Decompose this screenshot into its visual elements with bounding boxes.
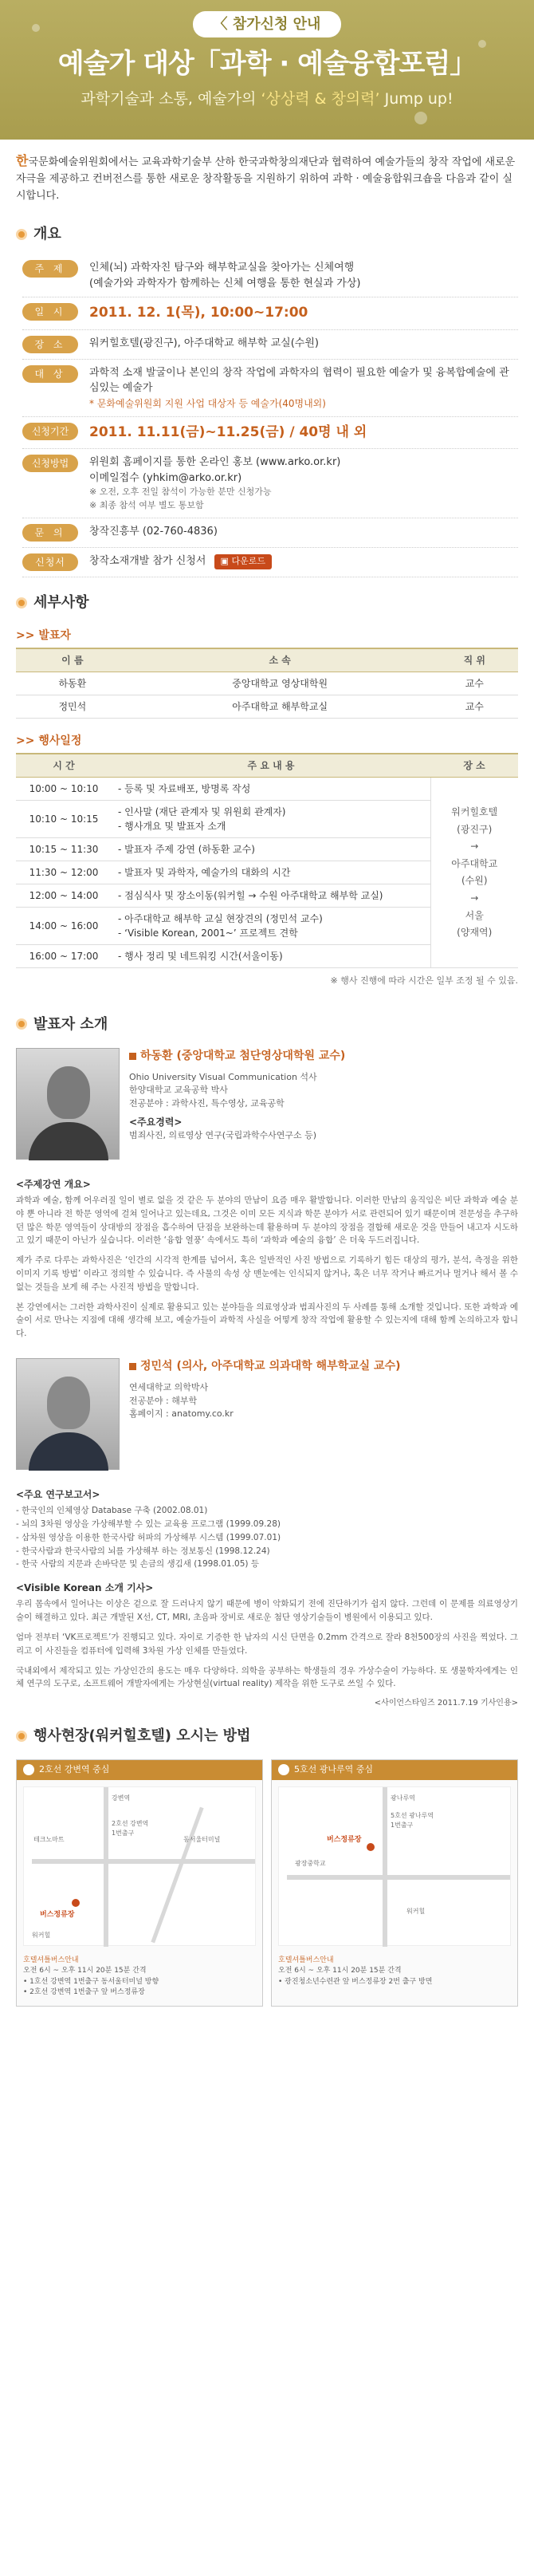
overview-row xyxy=(22,449,518,518)
time-cell: 10:10 ~ 10:15 xyxy=(16,801,112,838)
period-value: 2011. 11.11(금)~11.25(금) / 40명 내 외 xyxy=(89,423,367,440)
time-cell: 10:00 ~ 10:10 xyxy=(16,778,112,801)
time-cell: 10:15 ~ 11:30 xyxy=(16,838,112,861)
overview-label: 문 의 xyxy=(22,524,78,542)
career-line: 범죄사진, 의료영상 연구(국립과학수사연구소 등) xyxy=(129,1130,317,1141)
venue-line: 서울 xyxy=(465,909,484,921)
overview-value xyxy=(89,303,518,324)
shuttle-line: • 광진청소년수련관 앞 버스정류장 2번 출구 방면 xyxy=(278,1977,433,1986)
schedule-footnote: ※ 행사 진행에 따라 시간은 일부 조정 될 수 있음. xyxy=(330,975,518,987)
research-line: - 삼차원 영상을 이용한 한국사람 허파의 가상해부 시스템 (1999.07.01) xyxy=(16,1532,281,1542)
presenter-info xyxy=(129,1381,401,1421)
presenter-name xyxy=(129,1048,345,1065)
overview-value xyxy=(89,423,518,443)
method-note: ※ 오전, 오후 전일 참석이 가능한 분만 신청가능 xyxy=(89,486,272,498)
hero-subtitle-b: ‘상상력 & 창의력’ xyxy=(261,90,380,108)
cell: 정민석 xyxy=(16,695,129,719)
shuttle-line: 오전 6시 ~ 오후 11시 20분 15분 간격 xyxy=(278,1967,402,1975)
topic-note: (예술가와 과학자가 함께하는 신체 여행을 통한 현실과 가상) xyxy=(89,277,361,290)
info-line: 전공분야 : 과학사진, 특수영상, 교육공학 xyxy=(129,1097,285,1109)
presenter-card xyxy=(0,1345,534,1478)
map-pin-label: 버스정류장 xyxy=(327,1835,362,1844)
info-line: 연세대학교 의학박사 xyxy=(129,1382,209,1393)
map-label: 워커힐 xyxy=(32,1931,51,1939)
download-button-label: 다운로드 xyxy=(231,556,265,567)
speakers-tag: >> 발표자 xyxy=(16,629,71,643)
table-row xyxy=(16,695,518,719)
overview-label: 장 소 xyxy=(22,336,78,353)
road xyxy=(287,1875,510,1880)
schedule-tag: >> 행사일정 xyxy=(16,735,82,748)
research-line: - 한국인의 인체영상 Database 구축 (2002.08.01) xyxy=(16,1506,208,1516)
hero-title: 예술가 대상「과학 · 예술융합포럼」 xyxy=(57,48,477,80)
overview-heading xyxy=(0,215,534,250)
road xyxy=(104,1787,108,1947)
visible-korean-heading: <Visible Korean 소개 기사> xyxy=(16,1582,154,1594)
map-label: 5호선 광나루역 xyxy=(391,1811,434,1819)
method-note2: ※ 최종 참석 여부 별도 통보함 xyxy=(89,499,204,510)
map-header-text: 5호선 광나루역 중심 xyxy=(294,1764,373,1775)
content-cell xyxy=(112,908,430,945)
subway-icon xyxy=(278,1764,289,1775)
overview-value xyxy=(89,553,518,569)
method-online: 위원회 홈페이지를 통한 온라인 홍보 (www.arko.or.kr) xyxy=(89,456,341,469)
overview-label: 신청방법 xyxy=(22,455,78,472)
overview-label: 일 시 xyxy=(22,303,78,321)
hero-banner xyxy=(0,0,534,140)
map-footer xyxy=(272,1952,517,1991)
square-icon xyxy=(129,1053,136,1060)
presenter-info xyxy=(129,1071,345,1143)
presenter-photo xyxy=(16,1358,120,1470)
content-cell: - 행사 정리 및 네트워킹 시간(서울이동) xyxy=(112,945,430,968)
bullet-icon xyxy=(16,1731,27,1742)
content-cell: - 발표자 주제 강연 (하동환 교수) xyxy=(112,838,430,861)
overview-label: 신청서 xyxy=(22,553,78,571)
table-row xyxy=(16,778,518,801)
decor-dot xyxy=(414,112,427,124)
map-canvas[interactable] xyxy=(278,1786,511,1946)
form-value: 창작소재개발 참가 신청서 xyxy=(89,555,206,568)
speakers-table xyxy=(16,648,518,719)
presenter-name-text: 하동환 (중앙대학교 첨단영상대학원 교수) xyxy=(140,1049,346,1062)
map-label: 동서울터미널 xyxy=(183,1835,221,1843)
hero-pill: 〈 참가신청 안내 xyxy=(193,11,342,37)
map-header-text: 2호선 강변역 중심 xyxy=(39,1764,110,1775)
article-credit: <사이언스타임즈 2011.7.19 기사인용> xyxy=(374,1699,518,1708)
overview-row xyxy=(22,297,518,330)
overview-row xyxy=(22,518,518,548)
info-line: 전공분야 : 해부학 xyxy=(129,1395,198,1406)
road xyxy=(32,1859,255,1864)
overview-row xyxy=(22,548,518,577)
hero-subtitle xyxy=(16,88,518,111)
overview-table xyxy=(22,254,518,577)
cell: 하동환 xyxy=(16,672,129,695)
overview-label: 신청기간 xyxy=(22,423,78,440)
bullet-icon xyxy=(16,597,27,609)
content-line: - 행사개요 및 발표자 소개 xyxy=(118,821,226,833)
map-canvas[interactable] xyxy=(23,1786,256,1946)
overview-value xyxy=(89,260,518,291)
content-line: - 아주대학교 해부학 교실 현장견의 (정민석 교수) xyxy=(118,913,323,925)
overview-label: 대 상 xyxy=(22,365,78,383)
venue-arrow: → xyxy=(470,841,479,853)
road xyxy=(383,1787,387,1947)
venue-line: (수원) xyxy=(461,875,488,887)
presenters-title: 발표자 소개 xyxy=(33,1015,108,1033)
research-heading: <주요 연구보고서> xyxy=(16,1489,100,1501)
map-label: 워커힐 xyxy=(406,1907,426,1915)
contact-value: 창작진흥부 (02-760-4836) xyxy=(89,526,218,538)
road xyxy=(151,1806,203,1943)
overview-title: 개요 xyxy=(33,226,61,243)
map-label: 테크노마트 xyxy=(33,1835,65,1843)
table-row xyxy=(16,672,518,695)
map-label: 1번출구 xyxy=(112,1829,135,1837)
content-line: - ‘Visible Korean, 2001~’ 프로젝트 견학 xyxy=(118,928,298,939)
article-paragraph: 우리 몸속에서 일어나는 이상은 겉으로 잘 드러나지 않기 때문에 병이 악화되기 전에 진단하기가 쉽지 않다. 그런데 이 문제를 의료영상기술이 해결하고 있다. 최근 개발된 X선, CT, MRI, 초음파 장비로 새로운 첨단 영상기술들이 병원에서 이용되고 있다. xyxy=(16,1599,518,1623)
overview-value xyxy=(89,365,518,411)
venue-line: (광진구) xyxy=(457,823,493,835)
intro-first-char: 한 xyxy=(16,153,29,168)
shuttle-title: 호텔셔틀버스안내 xyxy=(278,1956,334,1964)
presenter-photo xyxy=(16,1048,120,1160)
content-cell: - 점심식사 및 장소이동(워커힐 → 수원 아주대학교 해부학 교실) xyxy=(112,884,430,908)
decor-dot xyxy=(32,24,40,32)
overview-row xyxy=(22,254,518,297)
venue-line: 워커힐호텔 xyxy=(451,806,498,818)
col-header: 시 간 xyxy=(16,754,112,778)
presenter-details xyxy=(129,1358,401,1470)
time-cell: 11:30 ~ 12:00 xyxy=(16,861,112,884)
map-header xyxy=(17,1760,262,1780)
venue-line: (양재역) xyxy=(457,927,493,939)
place-value: 워커힐호텔(광진구), 아주대학교 해부학 교실(수원) xyxy=(89,337,319,349)
maps-title: 행사현장(워커힐호텔) 오시는 방법 xyxy=(33,1727,251,1745)
presenter-lecture xyxy=(0,1168,534,1345)
info-line: 한양대학교 교육공학 박사 xyxy=(129,1085,228,1096)
map-footer xyxy=(17,1952,262,2002)
maps-heading xyxy=(0,1714,534,1751)
date-value: 2011. 12. 1(목), 10:00~17:00 xyxy=(89,305,308,321)
decor-dot xyxy=(478,40,486,48)
lecture-paragraph: 제가 주로 다루는 과학사진은 ‘인간의 시각적 한계를 넘어서, 혹은 일반적인 사진 방법으로 기록하기 힘든 대상의 평가, 분석, 측정을 위한 이미지 기록 방법’ 이라고 정의할 수 있습니다. 즉 사물의 속성 상 맨눈에는 인식되지 않거나, 혹은 너무 작거나 빠르거나 멀거나 해서 볼 수 없는 것들을 보게 해 주는 사진적 방법을 말합니다. xyxy=(16,1255,518,1292)
hero-pill-text: 참가신청 안내 xyxy=(232,16,321,33)
bus-stop-pin-icon xyxy=(367,1843,375,1851)
info-line: Ohio University Visual Communication 석사 xyxy=(129,1071,317,1082)
intro-paragraph xyxy=(0,140,534,215)
map-label: 2호선 강변역 xyxy=(112,1819,149,1827)
schedule-table xyxy=(16,753,518,968)
content-line: - 인사말 (재단 관계자 및 위원회 관계자) xyxy=(118,806,286,818)
presenter-details xyxy=(129,1048,345,1160)
target-note: * 문화예술위원회 지원 사업 대상자 등 예술가(40명내외) xyxy=(89,397,326,409)
shuttle-line: • 1호선 강변역 1번출구 동서울터미널 방향 xyxy=(23,1977,159,1986)
method-email[interactable]: 이메일접수 (yhkim@arko.or.kr) xyxy=(89,471,242,484)
lecture-paragraph: 본 강연에서는 그러한 과학사진이 실제로 활용되고 있는 분야들을 의료영상과 범죄사진의 두 사례를 통해 소개할 것입니다. 또한 과학과 예술이 서로 만나는 지점에 대해 생각해 보고, 예술가들이 과학적 사실을 어떻게 창작 작업에 활용할 수 있는지에 대해 함께 논의하고자 합니다. xyxy=(16,1302,518,1339)
homepage-link[interactable]: 홈페이지 : anatomy.co.kr xyxy=(129,1408,234,1420)
article-paragraph: 엄마 전부터 ‘VK프로젝트’가 진행되고 있다. 자이로 기증한 한 남자의 시신 단면을 0.2mm 간격으로 잘라 8천500장의 사진을 찍었다. 그리고 이 사진들을 컴퓨터에 입력해 3차원 가상 인체를 만들었다. xyxy=(16,1633,518,1656)
presenter-card xyxy=(0,1040,534,1168)
overview-label: 주 제 xyxy=(22,260,78,278)
col-header: 이 름 xyxy=(16,648,129,672)
research-line: - 한국사람과 한국사람의 뇌를 가상해부 하는 정보통신 (1998.12.24) xyxy=(16,1546,270,1556)
details-title: 세부사항 xyxy=(33,594,89,612)
cell: 교수 xyxy=(431,695,518,719)
col-header: 주 요 내 용 xyxy=(112,754,430,778)
research-line: - 한국 사람의 지문과 손바닥문 및 손금의 생김새 (1998.01.05) 등 xyxy=(16,1559,259,1570)
content-cell xyxy=(112,801,430,838)
time-cell: 14:00 ~ 16:00 xyxy=(16,908,112,945)
subway-icon xyxy=(23,1764,34,1775)
lecture-heading: <주제강연 개요> xyxy=(16,1178,91,1190)
content-cell: - 등록 및 자료배포, 방명록 작성 xyxy=(112,778,430,801)
maps-row xyxy=(0,1751,534,2023)
details-heading xyxy=(0,577,534,618)
venue-line: 아주대학교 xyxy=(451,857,498,869)
lecture-paragraph: 과학과 예술, 함께 어우러질 일이 별로 없을 것 같은 두 분야의 만남이 요즘 매우 활발합니다. 이러한 만남의 움직임은 비단 과학과 예술 분야 뿐 아니라 전 학문 영역에 걸쳐 일어나고 있는데요, 그것은 이미 모든 지식과 학문 분야가 서로 관련되어 있기 때문이며 전문성을 추구하던 많은 학문 영역들이 상대방의 장점을 흡수하여 단점을 보완하는데 활용하며 두 분야의 장점을 결합해 새로운 것을 만들어 내고자 시도하고 있기 때문이 아닌가 싶습니다. 이러한 ‘융합 열풍’ 속에서도 특히 ‘과학과 예술의 융합’ 은 더욱 두드러집니다. xyxy=(16,1195,518,1246)
presenter-name xyxy=(129,1358,401,1375)
cell: 아주대학교 해부학교실 xyxy=(129,695,431,719)
map-label: 광장중학교 xyxy=(295,1859,326,1867)
cell: 교수 xyxy=(431,672,518,695)
col-header: 직 위 xyxy=(431,648,518,672)
presenter-name-text: 정민석 (의사, 아주대학교 의과대학 해부학교실 교수) xyxy=(140,1360,401,1373)
download-button[interactable]: ▣ 다운로드 xyxy=(214,554,272,569)
overview-row xyxy=(22,330,518,360)
time-cell: 16:00 ~ 17:00 xyxy=(16,945,112,968)
intro-text: 국문화예술위원회에서는 교육과학기술부 산하 한국과학창의재단과 협력하여 예술가들의 창작 작업에 새로운 자극을 제공하고 컨버전스를 통한 새로운 창작활동을 지원하기 위하여 과학 · 예술융합워크숍을 다음과 같이 실시합니다. xyxy=(16,156,516,202)
bullet-icon xyxy=(16,229,27,240)
cell: 중앙대학교 영상대학원 xyxy=(129,672,431,695)
square-icon xyxy=(129,1363,136,1370)
shuttle-line: 오전 6시 ~ 오후 11시 20분 15분 간격 xyxy=(23,1967,147,1975)
overview-value xyxy=(89,455,518,512)
map-gwangnaru xyxy=(271,1759,518,2007)
map-pin-label: 버스정류장 xyxy=(40,1910,75,1919)
venue-cell xyxy=(430,778,518,968)
bus-stop-pin-icon xyxy=(72,1899,80,1907)
career-heading: <주요경력> xyxy=(129,1117,183,1128)
shuttle-line: • 2호선 강변역 1번출구 앞 버스정류장 xyxy=(23,1988,145,1997)
overview-row xyxy=(22,360,518,417)
map-gangbyeon xyxy=(16,1759,263,2007)
time-cell: 12:00 ~ 14:00 xyxy=(16,884,112,908)
bullet-icon xyxy=(16,1018,27,1030)
map-label: 1번출구 xyxy=(391,1821,414,1829)
venue-arrow: → xyxy=(470,892,479,904)
topic-value: 인체(뇌) 과학자친 탐구와 해부학교실을 찾아가는 신체여행 xyxy=(89,262,355,274)
target-value: 과학적 소재 발굴이나 본인의 창작 작업에 과학자의 협력이 필요한 예술가 및 융복합예술에 관심있는 예술가 xyxy=(89,366,509,395)
research-line: - 뇌의 3차원 영상을 가상해부할 수 있는 교육용 프로그램 (1999.09.28) xyxy=(16,1519,281,1530)
presenters-heading xyxy=(0,995,534,1040)
col-header: 소 속 xyxy=(129,648,431,672)
hero-subtitle-c: Jump up! xyxy=(384,90,454,108)
hero-subtitle-a: 과학기술과 소통, 예술가의 xyxy=(80,90,257,108)
content-cell: - 발표자 및 과학자, 예술가의 대화의 시간 xyxy=(112,861,430,884)
presenter-research xyxy=(0,1478,534,1696)
shuttle-title: 호텔셔틀버스안내 xyxy=(23,1956,79,1964)
col-header: 장 소 xyxy=(430,754,518,778)
map-label: 강변역 xyxy=(112,1794,131,1802)
map-label: 광나루역 xyxy=(391,1794,415,1802)
overview-row xyxy=(22,417,518,450)
map-header xyxy=(272,1760,517,1780)
article-paragraph: 국내외에서 제작되고 있는 가상인간의 용도는 매우 다양하다. 의학을 공부하는 학생들의 경우 가상수술이 가능하다. 또 생물학자에게는 인체 연구의 도구로, 소프트웨어 개발자에게는 가상현실(virtual reality) 제작을 위한 도구로 쓰일 수 있다. xyxy=(16,1665,518,1689)
